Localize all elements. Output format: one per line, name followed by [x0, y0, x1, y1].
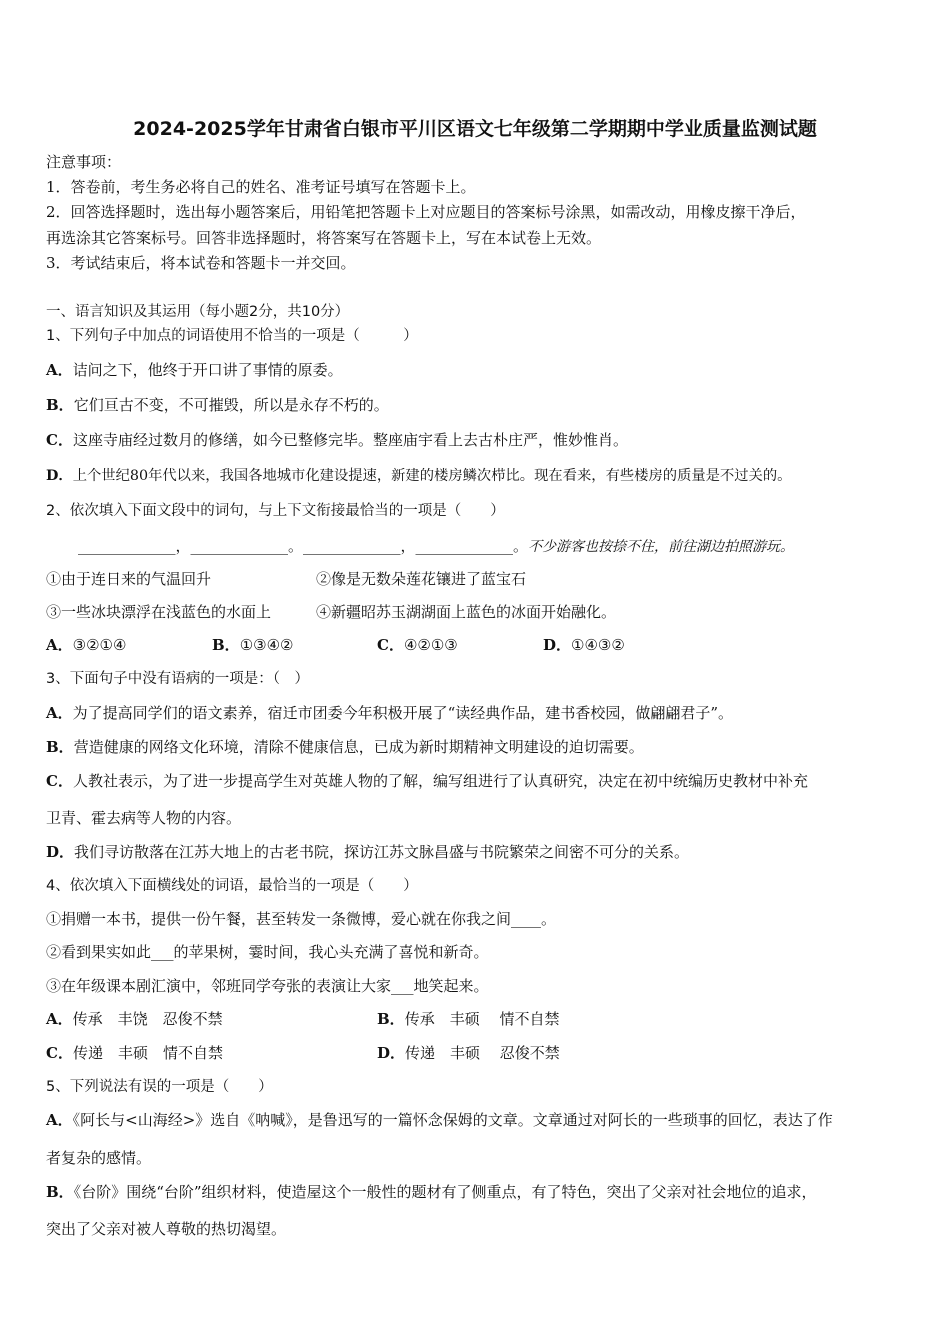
sentence-item: ④新疆昭苏玉湖湖面上蓝色的冰面开始融化。: [316, 603, 617, 621]
page-title: 2024-2025学年甘肃省白银市平川区语文七年级第二学期期中学业质量监测试题: [133, 118, 817, 140]
option-text: 传递 丰硕 情不自禁: [72, 1044, 223, 1062]
option-text: 我们寻访散落在江苏大地上的古老书院，探访江苏文脉昌盛与书院繁荣之间密不可分的关系。: [74, 843, 690, 861]
option-text: 者复杂的感情。: [46, 1149, 152, 1167]
option-letter: A．: [46, 1111, 73, 1129]
option-text: 它们亘古不变，不可摧毁，所以是永存不朽的。: [73, 396, 389, 414]
option-text: 《台阶》围绕“台阶”组织材料，使造屋这个一般性的题材有了侧重点，有了特色，突出了父亲对社会地位的追求，: [73, 1183, 817, 1201]
option-letter: B．: [46, 1183, 74, 1201]
option-row: [46, 430, 628, 450]
option-row: [212, 635, 293, 655]
option-text: 传承 丰饶 忍俊不禁: [72, 1010, 223, 1028]
option-letter: D．: [46, 468, 73, 484]
fill-blank-line: [78, 536, 794, 557]
option-row: [46, 1219, 286, 1239]
option-text: 为了提高同学们的语文素养，宿迁市团委今年积极开展了“读经典作品，建书香校园，做翩翩君子”。: [72, 704, 733, 722]
option-text: ①④③②: [571, 636, 625, 654]
option-letter: B．: [212, 636, 240, 654]
option-row: [46, 1148, 151, 1168]
sentence-item: ①由于连日来的气温回升: [46, 570, 212, 588]
option-letter: D．: [543, 636, 572, 654]
option-text: 人教社表示，为了进一步提高学生对英雄人物的了解，编写组进行了认真研究，决定在初中统编历史教材中补充: [72, 772, 808, 790]
option-text: 营造健康的网络文化环境，清除不健康信息，已成为新时期精神文明建设的迫切需要。: [73, 738, 644, 756]
option-letter: B．: [46, 396, 74, 414]
option-row: [46, 703, 733, 723]
option-text: 《阿长与<山海经>》选自《呐喊》，是鲁迅写的一篇怀念保姆的文章。文章通过对阿长的一些琐事的回忆，表达了作: [72, 1111, 833, 1129]
option-letter: B．: [46, 738, 74, 756]
option-text: 传递 丰硕 忍俊不禁: [405, 1044, 560, 1062]
option-row: [46, 1043, 223, 1063]
sentence-item: ②看到果实如此___的苹果树，霎时间，我心头充满了喜悦和新奇。: [46, 943, 489, 961]
option-row: [46, 842, 689, 862]
option-row: [46, 360, 343, 380]
option-text: 卫青、霍去病等人物的内容。: [46, 809, 242, 827]
option-letter: D．: [46, 843, 75, 861]
option-letter: A．: [46, 636, 73, 654]
option-letter: A．: [46, 704, 73, 722]
notice-item: 再选涂其它答案标号。回答非选择题时，将答案写在答题卡上，写在本试卷上无效。: [46, 229, 602, 247]
option-text: 传承 丰硕 情不自禁: [404, 1010, 560, 1028]
question-stem: 3、下面句子中没有语病的一项是：（ ）: [46, 671, 309, 687]
notice-heading: 注意事项：: [46, 153, 122, 171]
option-row: [46, 1110, 833, 1130]
option-letter: C．: [46, 431, 73, 449]
option-row: [46, 635, 126, 655]
question-stem: 4、依次填入下面横线处的词语，最恰当的一项是（ ）: [46, 878, 418, 894]
blank-line: _____________，_____________。_____________，_____________。: [78, 537, 529, 555]
option-row: [377, 1009, 559, 1029]
option-text: ③②①④: [72, 636, 127, 654]
notice-item: 3．考试结束后，将本试卷和答题卡一并交回。: [46, 254, 356, 272]
option-row: [377, 635, 458, 655]
option-row: [46, 466, 791, 486]
option-row: [46, 808, 241, 828]
option-row: [46, 395, 389, 415]
option-text: 诘问之下，他终于开口讲了事情的原委。: [72, 361, 343, 379]
option-row: [46, 1182, 817, 1202]
option-letter: A．: [46, 1010, 73, 1028]
section-heading: 一、语言知识及其运用（每小题2分，共10分）: [46, 304, 350, 320]
sentence-item: ③在年级课本剧汇演中，邻班同学夸张的表演让大家___地笑起来。: [46, 977, 489, 995]
option-row: [46, 771, 808, 791]
option-letter: D．: [377, 1044, 406, 1062]
question-stem: 2、依次填入下面文段中的词句，与上下文衔接最恰当的一项是（ ）: [46, 503, 505, 519]
question-stem: 5、下列说法有误的一项是（ ）: [46, 1079, 273, 1095]
notice-item: 1．答卷前，考生务必将自己的姓名、准考证号填写在答题卡上。: [46, 178, 476, 196]
option-row: [46, 737, 644, 757]
sentence-item: ①捐赠一本书，提供一份午餐，甚至转发一条微博，爱心就在你我之间____。: [46, 910, 557, 928]
option-text: 上个世纪80年代以来，我国各地城市化建设提速，新建的楼房鳞次栉比。现在看来，有些楼房的质量是不过关的。: [72, 468, 792, 484]
question-stem: 1、下列句子中加点的词语使用不恰当的一项是（ ）: [46, 328, 418, 344]
option-text: 这座寺庙经过数月的修缮，如今已整修完毕。整座庙宇看上去古朴庄严，惟妙惟肖。: [72, 431, 628, 449]
option-row: [46, 1009, 223, 1029]
option-text: 突出了父亲对被人尊敬的热切渴望。: [46, 1220, 287, 1238]
option-row: [377, 1043, 560, 1063]
option-letter: C．: [377, 636, 404, 654]
option-text: ④②①③: [403, 636, 458, 654]
passage-tail: 不少游客也按捺不住，前往湖边拍照游玩。: [528, 539, 795, 555]
option-letter: A．: [46, 361, 73, 379]
option-text: ①③④②: [239, 636, 294, 654]
option-letter: B．: [377, 1010, 405, 1028]
sentence-item: ②像是无数朵莲花镶进了蓝宝石: [316, 570, 527, 588]
option-letter: C．: [46, 772, 73, 790]
sentence-item: ③一些冰块漂浮在浅蓝色的水面上: [46, 603, 272, 621]
option-letter: C．: [46, 1044, 73, 1062]
option-row: [543, 635, 625, 655]
notice-item: 2．回答选择题时，选出每小题答案后，用铅笔把答题卡上对应题目的答案标号涂黑，如需改动，用橡皮擦干净后，: [46, 203, 806, 221]
